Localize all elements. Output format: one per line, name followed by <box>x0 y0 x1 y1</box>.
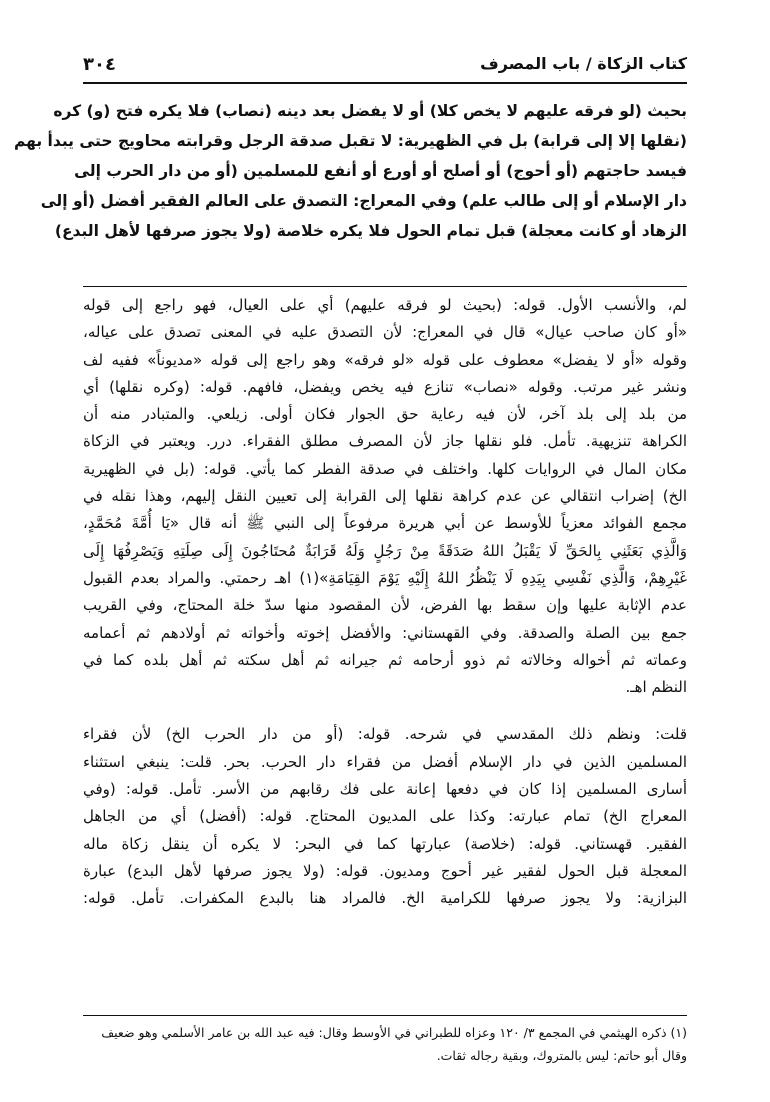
running-title: كتاب الزكاة / باب المصرف <box>480 54 687 73</box>
main-text <box>13 96 687 246</box>
commentary-line: المسلمين الذين في دار الإسلام أفضل من فقراء دار الحرب. بحر. قلت: ينبغي استثناء <box>83 752 687 771</box>
commentary-line: غَيْرِهِمْ، وَالَّذِي نَفْسِي بِيَدِهِ لَا يَنْظُرُ اللهُ إِلَيْهِ يَوْمَ القِيَامَةِ»(١) اهـ رحمتي. والمراد بعدم القبول <box>83 568 687 587</box>
commentary-line: مكان المال في الروايات كلها. واختلف في صدقة الفطر كما يأتي. قوله: (بل في الظهيرية <box>83 459 687 478</box>
main-text-line: (نقلها إلا إلى قرابة) بل في الظهيرية: لا تقبل صدقة الرجل وقرابته محاويج حتى يبدأ بهم <box>13 132 687 150</box>
main-text-line: الزهاد أو كانت معجلة) قبل تمام الحول فلا يكره خلاصة (ولا يجوز صرفها لأهل البدع) <box>54 222 687 240</box>
main-text-line: بحيث (لو فرقه عليهم لا يخص كلا) أو لا يفضل بعد دينه (نصاب) فلا يكره فتح (و) كره <box>53 102 687 120</box>
main-text-line: فيسد حاجتهم (أو أحوج) أو أصلح أو أورع أو أنفع للمسلمين (أو من دار الحرب إلى <box>74 162 687 180</box>
commentary-line: الفقير. قهستاني. قوله: (خلاصة) عبارتها كما في البحر: لا يكره أن ينقل زكاة ماله <box>83 834 687 853</box>
commentary-line: وقوله «أو لا يفضل» معطوف على قوله «لو فرقه» وهو راجع إلى قوله «مديوناً» ففيه لف <box>83 350 687 369</box>
commentary-line: البزازية: ولا يجوز صرفها للكرامية الخ. فالمراد هنا بالبدع المكفرات. تأمل. قوله: <box>83 889 687 908</box>
commentary-text <box>83 292 687 913</box>
commentary-line: مجمع الفوائد معزياً للأوسط عن أبي هريرة مرفوعاً إلى النبي ﷺ أنه قال «يَا أُمَّةَ مُحَمَّدٍ، <box>83 514 687 533</box>
header-rule <box>83 82 687 84</box>
commentary-line: الخ) إضراب انتقالي عن عدم كراهة نقلها إلى القرابة إلى تعيين النقل إليهم، وهذا نقله في <box>83 487 687 506</box>
commentary-line: قلت: ونظم ذلك المقدسي في شرحه. قوله: (أو من دار الحرب الخ) لأن فقراء <box>83 725 687 744</box>
commentary-line: من بلد إلى بلد آخر، لأن فيه رعاية حق الجوار فكان أولى. زيلعي. والمتبادر منه أن <box>83 405 687 424</box>
commentary-line: المعجلة قبل الحول لفقير غير أحوج ومديون. قوله: (ولا يجوز صرفها لأهل البدع) عبارة <box>83 861 687 880</box>
footnote-line: وقال أبو حاتم: ليس بالمتروك، وبقية رجاله ثقات. <box>436 1048 687 1063</box>
commentary-line: الكراهة تنزيهية. تأمل. فلو نقلها جاز لأن المصرف مطلق الفقراء. درر. ويعتبر في الزكاة <box>83 432 687 451</box>
main-text-line: دار الإسلام أو إلى طالب علم) وفي المعراج: التصدق على العالم الفقير أفضل (أو إلى <box>40 192 687 210</box>
commentary-line: عدم الإثابة عليها وإن سقط بها الفرض، لأن المقصود منها سدّ خلة المحتاج، وفي القريب <box>83 596 687 615</box>
commentary-line: جمع بين الصلة والصدقة. وفي القهستاني: والأفضل إخوته وأخواته ثم أولادهم ثم أعمامه <box>83 623 687 642</box>
commentary-line: «أو كان صاحب عيال» قال في المعراج: لأن التصدق عليه في المعنى تصدق على عياله، <box>83 323 687 342</box>
page-number: ٣٠٤ <box>83 54 116 75</box>
commentary-line: وعماته ثم أخواله وخالاته ثم ذوو أرحامه ثم جيرانه ثم أهل سكته ثم أهل بلده كما في <box>83 650 687 669</box>
paragraph-gap <box>83 701 687 721</box>
section-divider <box>83 286 687 287</box>
footnotes <box>83 1021 687 1067</box>
commentary-line: النظم اهـ. <box>625 678 687 697</box>
page-header <box>83 48 687 84</box>
commentary-line: لم، والأنسب الأول. قوله: (بحيث لو فرقه عليهم) أي على العيال، فهو راجع إلى قوله <box>83 296 687 314</box>
commentary-line: وَالَّذِي بَعَثَنِي بِالحَقِّ لَا يَقْبَلُ اللهُ صَدَقَةً مِنْ رَجُلٍ وَلَهُ قَرَابَةٌ مُحتَاجُونَ إِلَى صِلَتِهِ وَيَصْرِفُهَا إِلَى <box>83 541 687 560</box>
footnote-rule <box>83 1015 687 1016</box>
commentary-line: أسارى المسلمين إذا كان في دفعها إعانة على فك رقابهم من الأسر. تأمل. قوله: (وفي <box>83 780 687 799</box>
commentary-line: ونشر غير مرتب. وقوله «نصاب» تنازع فيه يخص ويفضل، فافهم. قوله: (وكره نقلها) أي <box>83 377 687 396</box>
commentary-line: المعراج الخ) تمام عبارته: وكذا على المديون المحتاج. قوله: (أفضل) أي من الجاهل <box>83 807 687 826</box>
footnote-line: (١) ذكره الهيثمي في المجمع ٣/ ١٢٠ وعزاه للطبراني في الأوسط وقال: فيه عبد الله بن عامر الأسلمي وهو ضعيف <box>101 1025 687 1040</box>
